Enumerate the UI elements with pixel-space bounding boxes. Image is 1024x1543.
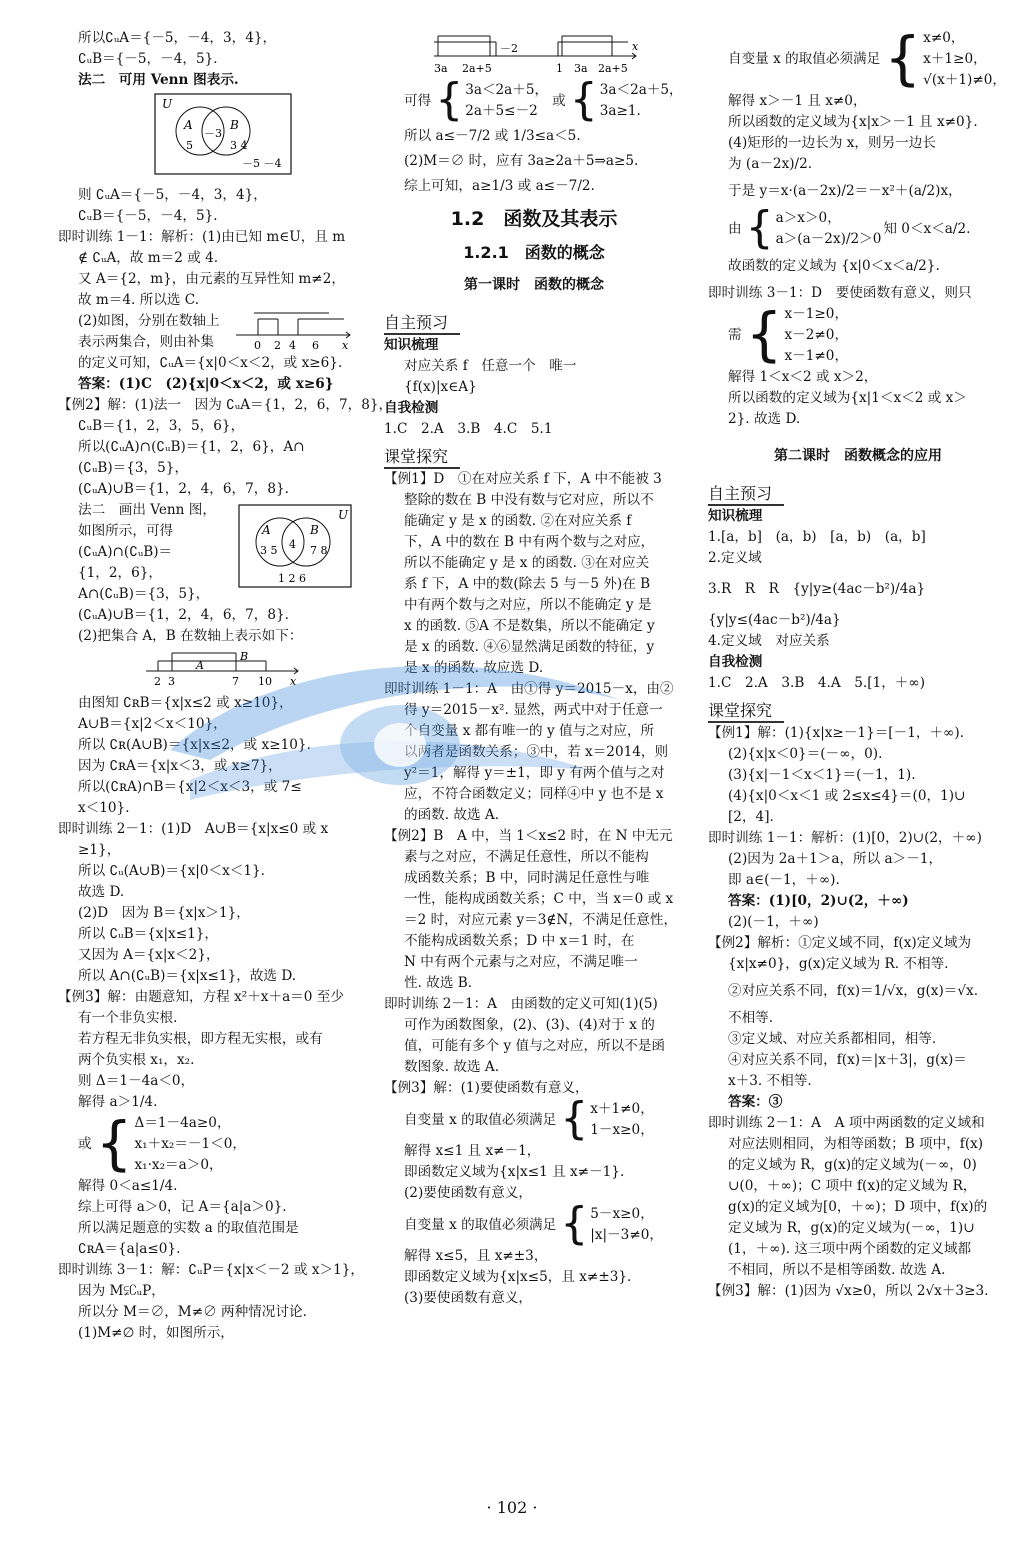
nl2-axis-label: x <box>290 675 297 688</box>
brace: { <box>560 1198 589 1249</box>
venn-2-B: B <box>310 523 319 537</box>
text-line: 对应法则相同，为相等函数；B 项中，f(x) <box>728 1136 984 1152</box>
subheading: 自我检测 <box>384 400 439 416</box>
text-line: y²＝1，解得 y＝±1，即 y 有两个值与之对 <box>404 765 665 781</box>
text-line: (2)把集合 A，B 在数轴上表示如下： <box>78 628 303 644</box>
text-line: 即函数定义域为{x|x≤5，且 x≠±3}. <box>404 1269 632 1285</box>
text-line: 于是 y＝x·(a－2x)/2＝－x²＋(a/2)x， <box>728 183 962 199</box>
heading-explore: 课堂探究 <box>708 700 784 723</box>
text-line: 1－x≥0， <box>590 1122 654 1138</box>
text-line: x－2≠0， <box>784 327 849 343</box>
text-line: 所以函数的定义域为{x|x＞－1 且 x≠0}. <box>728 114 978 130</box>
equation-system <box>708 24 1008 92</box>
brace: { <box>745 202 774 253</box>
nl3-axis-label: x <box>632 40 639 53</box>
text-line: ②对应关系不同，f(x)＝1/√x，g(x)＝√x. <box>728 983 979 999</box>
text-line: 解得 a＞1/4. <box>78 1094 158 1110</box>
venn-2-a-only: 3 5 <box>260 544 278 557</box>
column-2 <box>384 28 684 1309</box>
text-line: 综上可得 a＞0，记 A＝{a|a＞0}. <box>78 1199 287 1215</box>
text-line: 所以不能确定 y 是 x 的函数. ③在对应关 <box>404 555 650 571</box>
text-line: 2}. 故选 D. <box>728 411 801 427</box>
venn-2-mid: 4 <box>289 538 296 551</box>
text-line: (3){x|－1＜x＜1}＝(－1，1). <box>728 767 916 783</box>
text-line: (4)矩形的一边长为 x，则另一边长 <box>728 135 936 151</box>
brace: { <box>560 1093 589 1144</box>
text-line: 不相同，所以不是相等函数. 故选 A. <box>728 1262 946 1278</box>
nl1-tick: 6 <box>312 339 319 352</box>
subheading: 自我检测 <box>708 654 763 670</box>
section-title: 1.2 函数及其表示 <box>450 208 618 230</box>
text-line: 【例2】解析：①定义域不同，f(x)定义域为 <box>708 935 972 951</box>
text-line: 【例3】解：(1)要使函数有意义， <box>384 1080 589 1096</box>
text-line: x－1≥0， <box>784 306 849 322</box>
text-line: 能确定 y 是 x 的函数. ②在对应关系 f <box>404 513 632 529</box>
text-line: 数图象. 故选 A. <box>404 1059 500 1075</box>
venn-2-A: A <box>262 523 271 537</box>
text-line: ∁ᵤB＝{－5，－4，5}. <box>78 51 218 67</box>
venn-diagram-1 <box>154 93 358 181</box>
brace: { <box>745 300 783 368</box>
text-line: ≥1}， <box>78 842 121 858</box>
text-line: {f(x)|x∈A} <box>404 379 477 395</box>
text-line: 3.R R R {y|y≥(4ac－b²)/4a} <box>708 581 926 597</box>
text-line: 则 Δ＝1－4a＜0， <box>78 1073 195 1089</box>
text-line: 知 0＜x＜a/2. <box>883 221 971 237</box>
text-line: (1)M≠∅ 时，如图所示， <box>78 1325 234 1341</box>
text-line: ∪(0，＋∞)；C 项中 f(x)的定义域为 R， <box>728 1178 977 1194</box>
text-line: 【例2】B A 中，当 1＜x≤2 时，在 N 中无元 <box>384 828 673 844</box>
text-line: 为 (a－2x)/2. <box>728 156 813 172</box>
text-line: 个自变量 x 都有唯一的 y 值与之对应，所 <box>404 723 655 739</box>
text-line: 不能构成函数关系；D 中 x＝1 时，在 <box>404 933 635 949</box>
text-line: 所以函数的定义域为{x|1＜x＜2 或 x＞ <box>728 390 967 406</box>
text-line: 即时训练 1－1：解析：(1)由已知 m∈U，且 m <box>58 229 346 245</box>
text-line: ③定义域、对应关系都相同，相等. <box>728 1031 937 1047</box>
page-number: · 102 · <box>486 1498 538 1517</box>
text-line: 下，A 中的数在 B 中有两个数与之对应， <box>404 534 655 550</box>
venn-2-outside: 1 2 6 <box>278 572 306 585</box>
text-line: 需 <box>728 327 742 343</box>
venn-1-b-only: 3 4 <box>230 139 248 152</box>
number-line-3 <box>432 30 684 76</box>
lesson-title: 第一课时 函数的概念 <box>464 277 604 293</box>
text-line: 2.定义域 <box>708 550 762 566</box>
equation-system <box>708 202 1008 253</box>
text-line: x＋1≥0， <box>923 51 987 67</box>
venn-block-2 <box>58 500 358 605</box>
nl2-tick: 7 <box>232 675 239 688</box>
text-line: 成函数关系；B 中，同时满足任意性与唯 <box>404 870 650 886</box>
nl2-tick: 2 <box>154 675 161 688</box>
text-line: 所以(∁ᵤA)∩(∁ᵤB)＝{1，2，6}，A∩ <box>78 439 305 455</box>
nl1-tick: 4 <box>289 339 296 352</box>
text-line: x 的函数. ⑤A 不是数集，所以不能确定 y <box>404 618 655 634</box>
text-line: x＋1≠0， <box>590 1101 654 1117</box>
text-line: 即函数定义域为{x|x≤1 且 x≠－1}. <box>404 1164 625 1180</box>
text-line: (∁ᵤA)∪B＝{1，2，4，6，7，8}. <box>78 607 289 623</box>
text-line: 中有两个数与之对应，所以不能确定 y 是 <box>404 597 652 613</box>
text-line: 即时训练 3－1：D 要使函数有意义，则只 <box>708 285 972 301</box>
text-line: (∁ᵤA)∪B＝{1，2，4，6，7，8}. <box>78 481 289 497</box>
numberline-block-1 <box>58 311 358 353</box>
text-line: 1.C 2.A 3.B 4.A 5.[1，＋∞) <box>708 675 926 691</box>
nl3-svg <box>432 30 642 76</box>
text-line: (2)如图，分别在数轴上 <box>78 313 220 329</box>
brace: { <box>569 74 598 125</box>
text-line: 解得 1＜x＜2 或 x＞2， <box>728 369 878 385</box>
column-1 <box>58 28 393 1344</box>
number-line-2 <box>144 649 358 689</box>
text-line: 不相等. <box>728 1010 774 1026</box>
text-line: 一性，能构成函数关系；C 中，当 x＝0 或 x <box>404 891 674 907</box>
text-line: x＜10}. <box>78 800 130 816</box>
text-line: 解得 0＜a≤1/4. <box>78 1178 178 1194</box>
nl2-set-B: B <box>240 650 249 663</box>
text-line: 解得 x≤1 且 x≠－1， <box>404 1143 541 1159</box>
text-line: 由 <box>728 221 742 237</box>
text-line: ④对应关系不同，f(x)＝|x＋3|，g(x)＝ <box>728 1052 967 1068</box>
text-or: 或 <box>78 1136 92 1152</box>
text-line: √(x＋1)≠0， <box>923 72 1006 88</box>
text-line: 因为 ∁ʀA＝{x|x＜3，或 x≥7}， <box>78 758 282 774</box>
text-line: 又因为 A＝{x|x＜2}， <box>78 947 220 963</box>
nl3-tick: 2a+5 <box>598 62 628 75</box>
text-line: x＋3. 不相等. <box>728 1073 812 1089</box>
text-line: 3a≥1. <box>599 103 641 119</box>
text-line: 1.[a，b] (a，b) [a，b) (a，b] <box>708 529 926 545</box>
text-line: 【例1】D ①在对应关系 f 下，A 中不能被 3 <box>384 471 662 487</box>
text-line: 应，不符合函数定义；同样④中 y 也不是 x <box>404 786 664 802</box>
text-line: 自变量 x 的取值必须满足 <box>728 51 881 67</box>
text-line: 即时训练 3－1：解：∁ᵤP＝{x|x＜－2 或 x＞1}， <box>58 1262 364 1278</box>
text-line: 即时训练 2－1：A A 项中两函数的定义域和 <box>708 1115 985 1131</box>
text-line: 即时训练 2－1：A 由函数的定义可知(1)(5) <box>384 996 658 1012</box>
text-line: 自变量 x 的取值必须满足 <box>404 1112 557 1128</box>
text-line: (1，＋∞). 这三项中两个函数的定义域都 <box>728 1241 972 1257</box>
text-line: 可作为函数图象，(2)、(3)、(4)对于 x 的 <box>404 1017 655 1033</box>
nl3-tick: 3a <box>434 62 448 75</box>
text-line: 【例3】解：由题意知，方程 x²＋x＋a＝0 至少 <box>58 989 344 1005</box>
text-line: 所以(∁ʀA)∩B＝{x|2＜x＜3，或 7≤ <box>78 779 302 795</box>
nl3-tick: －2 <box>500 42 518 55</box>
text-line: 2a＋5≤－2 <box>465 103 538 119</box>
text-line: (2)D 因为 B＝{x|x＞1}， <box>78 905 250 921</box>
nl1-tick: 0 <box>254 339 261 352</box>
text-line: 故函数的定义域为 {x|0＜x＜a/2}. <box>728 258 940 274</box>
venn-2-U: U <box>338 508 349 522</box>
text-line: x－1≠0， <box>784 348 849 364</box>
nl2-tick: 3 <box>168 675 175 688</box>
text-line: ＝2 时，对应元素 y＝3∉N，不满足任意性， <box>404 912 678 928</box>
text-line: 解得 x≤5，且 x≠±3， <box>404 1248 548 1264</box>
text-line: (∁ᵤA)∩(∁ᵤB)＝ <box>78 544 173 560</box>
text-line: 的定义可知，∁ᵤA＝{x|0＜x＜2，或 x≥6}. <box>78 355 343 371</box>
text-line: 定义域为 R，g(x)的定义域为(－∞，1)∪ <box>728 1220 975 1236</box>
text-line: 又 A＝{2，m}，由元素的互异性知 m≠2， <box>78 271 345 287</box>
text-line: g(x)的定义域为[0，＋∞)；D 项中，f(x)的 <box>728 1199 988 1215</box>
venn-1-svg <box>154 93 294 177</box>
equation-system <box>384 1198 684 1249</box>
text-line: 得 y＝2015－x². 显然，两式中对于任意一 <box>404 702 663 718</box>
text-line: 1.C 2.A 3.B 4.C 5.1 <box>384 421 553 437</box>
nl2-tick: 10 <box>258 675 272 688</box>
text-line: (2)要使函数有意义， <box>404 1185 533 1201</box>
column-3 <box>708 24 1008 1302</box>
text-line: 值，可能有多个 y 值与之对应，所以不是函 <box>404 1038 666 1054</box>
nl3-tick: 2a+5 <box>462 62 492 75</box>
text-line: 所以 ∁ᵤB＝{x|x≤1}， <box>78 926 219 942</box>
text-line: 整除的数在 B 中没有数与它对应，所以不 <box>404 492 654 508</box>
text-line: 即时训练 2－1：(1)D A∪B＝{x|x≤0 或 x <box>58 821 329 837</box>
text-line: 自变量 x 的取值必须满足 <box>404 1217 557 1233</box>
text-line: |x|－3≠0， <box>590 1227 663 1243</box>
text-line: 素与之对应，不满足任意性，所以不能构 <box>404 849 649 865</box>
text-line: ∁ᵤB＝{－5，－4，5}. <box>78 208 218 224</box>
text-line: 【例2】解：(1)法一 因为 ∁ᵤA＝{1，2，6，7，8}， <box>58 397 393 413</box>
nl1-tick: 2 <box>274 339 281 352</box>
venn-2-b-only: 7 8 <box>310 544 328 557</box>
text-line: (3)要使函数有意义， <box>404 1290 533 1306</box>
nl1-axis-label: x <box>342 339 349 352</box>
text-line: 故选 D. <box>78 884 125 900</box>
text-line: 对应关系 f 任意一个 唯一 <box>404 358 577 374</box>
number-line-1 <box>234 311 354 353</box>
venn-1-a-only: 5 <box>186 139 193 152</box>
heading-preview: 自主预习 <box>708 483 784 506</box>
text-line: Δ＝1－4a≥0， <box>134 1115 231 1131</box>
text-line: 的函数. 故选 A. <box>404 807 500 823</box>
text-line: 答案：(1)[0，2)∪(2，＋∞) <box>728 893 909 909</box>
text-line: 如图所示，可得 <box>78 523 174 539</box>
text-line: 可得 <box>404 93 432 109</box>
text-line: 即时训练 1－1：解析：(1)[0，2)∪(2，＋∞) <box>708 830 982 846</box>
nl2-svg <box>144 649 304 689</box>
text-line: A∩(∁ᵤB)＝{3，5}， <box>78 586 210 602</box>
text-line: 是 x 的函数. ④⑥显然满足函数的特征，y <box>404 639 655 655</box>
text-line: 所以分 M＝∅，M≠∅ 两种情况讨论. <box>78 1304 307 1320</box>
text-line: ∉ ∁ᵤA，故 m＝2 或 4. <box>78 250 219 266</box>
brace: { <box>435 74 464 125</box>
text-line: 所以 a≤－7/2 或 1/3≤a＜5. <box>404 128 581 144</box>
text-line: (2)(－1，＋∞) <box>728 914 819 930</box>
venn-1-A: A <box>184 118 193 132</box>
text-line: 系 f 下，A 中的数(除去 5 与－5 外)在 B <box>404 576 651 592</box>
text-line: 答案：(1)C (2){x|0＜x＜2，或 x≥6} <box>78 376 334 392</box>
text-line: 即时训练 1－1：A 由①得 y＝2015－x，由② <box>384 681 674 697</box>
text-line: 若方程无非负实根，即方程无实根，或有 <box>78 1031 323 1047</box>
text-line: ∁ᵤB＝{1，2，3，5，6}， <box>78 418 245 434</box>
text-line: 3a＜2a＋5， <box>599 82 683 98</box>
text-or: 或 <box>552 93 566 109</box>
venn-diagram-2 <box>238 504 354 590</box>
text-line: a＞(a－2x)/2＞0 <box>775 231 882 247</box>
text-line: 3a＜2a＋5， <box>465 82 549 98</box>
text-line: 所以 ∁ʀ(A∪B)＝{x|x≤2，或 x≥10}. <box>78 737 311 753</box>
text-line: 解得 x＞－1 且 x≠0， <box>728 93 867 109</box>
text-line: 因为 M⫋∁ᵤP， <box>78 1283 165 1299</box>
text-line: (2){x|x＜0}＝(－∞，0). <box>728 746 883 762</box>
subsection-title: 1.2.1 函数的概念 <box>463 243 605 262</box>
text-line: A∪B＝{x|2＜x＜10}， <box>78 716 227 732</box>
text-line: 两个负实根 x₁，x₂. <box>78 1052 195 1068</box>
text-line: 答案：③ <box>728 1094 783 1110</box>
text-line: 4.定义域 对应关系 <box>708 633 830 649</box>
venn-1-U: U <box>162 97 173 111</box>
venn-1-outside: －5 －4 <box>242 157 282 170</box>
nl2-set-A: A <box>196 659 204 672</box>
equation-system <box>708 300 1008 368</box>
text-line: 所以 ∁ᵤ(A∪B)＝{x|0＜x＜1}. <box>78 863 265 879</box>
text-line: 表示两集合，则由补集 <box>78 334 214 350</box>
text-line: a＞x＞0， <box>775 210 841 226</box>
venn-1-B: B <box>230 118 239 132</box>
text-line: 的定义域为 R，g(x)的定义域为(－∞，0) <box>728 1157 977 1173</box>
text-line: N 中有两个元素与之对应，不满足唯一 <box>404 954 638 970</box>
text-line: 所以满足题意的实数 a 的取值范围是 <box>78 1220 299 1236</box>
text-line: {y|y≤(4ac－b²)/4a} <box>708 612 841 628</box>
text-line: 【例3】解：(1)因为 √x≥0，所以 2√x＋3≥3. <box>708 1283 989 1299</box>
text-line: {1，2，6}， <box>78 565 163 581</box>
text-line: x₁·x₂＝a＞0， <box>134 1157 223 1173</box>
equation-system <box>58 1109 358 1177</box>
text-line: 则 ∁ᵤA＝{－5，－4，3，4}， <box>78 187 267 203</box>
text-line: 5－x≥0， <box>590 1206 654 1222</box>
brace: { <box>884 24 922 92</box>
text-line: {x|x≠0}，g(x)定义域为 R. 不相等. <box>728 956 949 972</box>
text-line: 所以 A∩(∁ᵤB)＝{x|x≤1}，故选 D. <box>78 968 297 984</box>
equation-system <box>384 1093 684 1144</box>
text-line: 故 m＝4. 所以选 C. <box>78 292 200 308</box>
text-line: x≠0， <box>923 30 965 46</box>
text-line: 以两者是函数关系；③中，若 x＝2014，则 <box>404 744 669 760</box>
text-line: 法二 可用 Venn 图表示. <box>78 72 239 88</box>
text-line: (∁ᵤB)＝{3，5}， <box>78 460 189 476</box>
lesson-title: 第二课时 函数概念的应用 <box>774 448 942 464</box>
text-line: [2，4]. <box>728 809 774 825</box>
text-line: ∁ʀA＝{a|a≤0}. <box>78 1241 181 1257</box>
text-line: 性. 故选 B. <box>404 975 473 991</box>
subheading: 知识梳理 <box>708 508 763 524</box>
text-line: x₁＋x₂＝－1＜0， <box>134 1136 246 1152</box>
text-line: (2)M＝∅ 时，应有 3a≥2a＋5⇒a≥5. <box>404 153 639 169</box>
text-line: 所以∁ᵤA＝{－5，－4，3，4}， <box>78 30 277 46</box>
text-line: 是 x 的函数. 故应选 D. <box>404 660 544 676</box>
text-line: 即 a∈(－1，＋∞). <box>728 872 840 888</box>
text-line: (2)因为 2a＋1＞a，所以 a＞－1， <box>728 851 943 867</box>
heading-explore: 课堂探究 <box>384 446 460 469</box>
text-line: 综上可知，a≥1/3 或 a≤－7/2. <box>404 178 595 194</box>
text-line: (4){x|0＜x＜1 或 2≤x≤4}＝(0，1)∪ <box>728 788 966 804</box>
nl3-tick: 1 <box>556 62 563 75</box>
text-line: 【例1】解：(1){x|x≥－1}＝[－1，＋∞). <box>708 725 964 741</box>
nl3-tick: 3a <box>574 62 588 75</box>
text-line: 有一个非负实根. <box>78 1010 178 1026</box>
heading-preview: 自主预习 <box>384 312 460 335</box>
brace: { <box>95 1109 133 1177</box>
venn-1-mid: －3 <box>204 127 222 140</box>
subheading: 知识梳理 <box>384 337 439 353</box>
text-line: 由图知 ∁ʀB＝{x|x≤2 或 x≥10}， <box>78 695 293 711</box>
text-line: 法二 画出 Venn 图， <box>78 502 216 518</box>
equation-system <box>384 74 684 125</box>
